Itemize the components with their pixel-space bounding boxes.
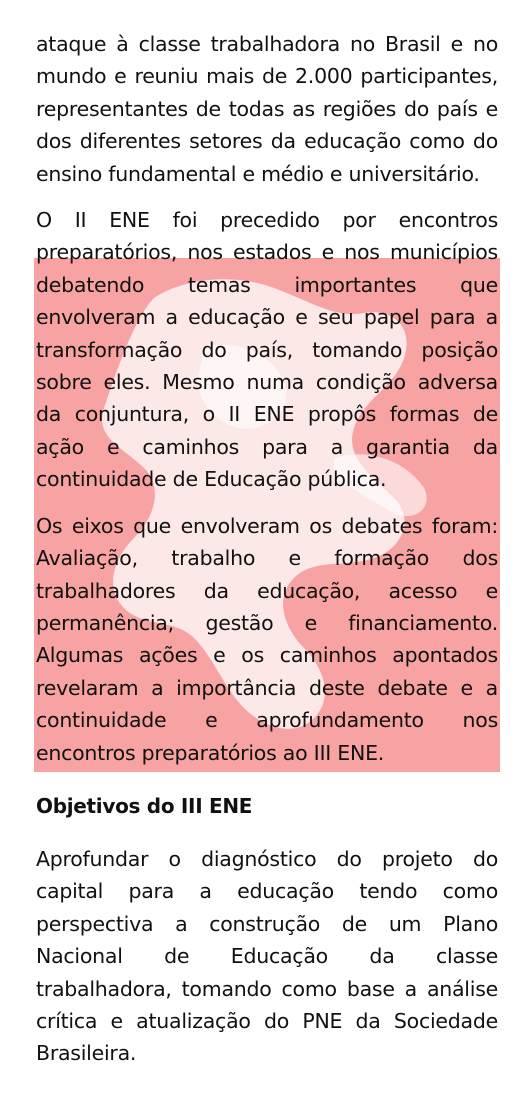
paragraph-ii-ene: O II ENE foi precedido por encontros preparatórios, nos estados e nos municípios debatendo temas importantes que envolveram a educação e seu papel para a transformação do país, tomando posição sobre eles. Mesmo numa condição adversa da conjuntura, o II ENE propôs formas de ação e caminhos para a garantia da continuidade de Educação pública. bbox=[36, 208, 498, 492]
paragraph-objetivos: Aprofundar o diagnóstico do projeto do capital para a educação tendo como perspectiva a construção de um Plano Nacional de Educação da classe trabalhadora, tomando como base a análise crítica e atualização do PNE da Sociedade Brasileira. bbox=[36, 846, 498, 1066]
document-body bbox=[36, 28, 498, 1070]
paragraph-intro: ataque à classe trabalhadora no Brasil e no mundo e reuniu mais de 2.000 participantes, representantes de todas as regiões do país e dos diferentes setores da educação como do ensino fundamental e médio e universitário. bbox=[36, 32, 498, 186]
paragraph-eixos: Os eixos que envolveram os debates foram: Avaliação, trabalho e formação dos trabalhadores da educação, acesso e permanência; gestão e financiamento. Algumas ações e os caminhos apontados revelaram a importância deste debate e a continuidade e aprofundamento nos encontros preparatórios ao III ENE. bbox=[36, 513, 498, 765]
section-heading: Objetivos do III ENE bbox=[36, 793, 253, 818]
